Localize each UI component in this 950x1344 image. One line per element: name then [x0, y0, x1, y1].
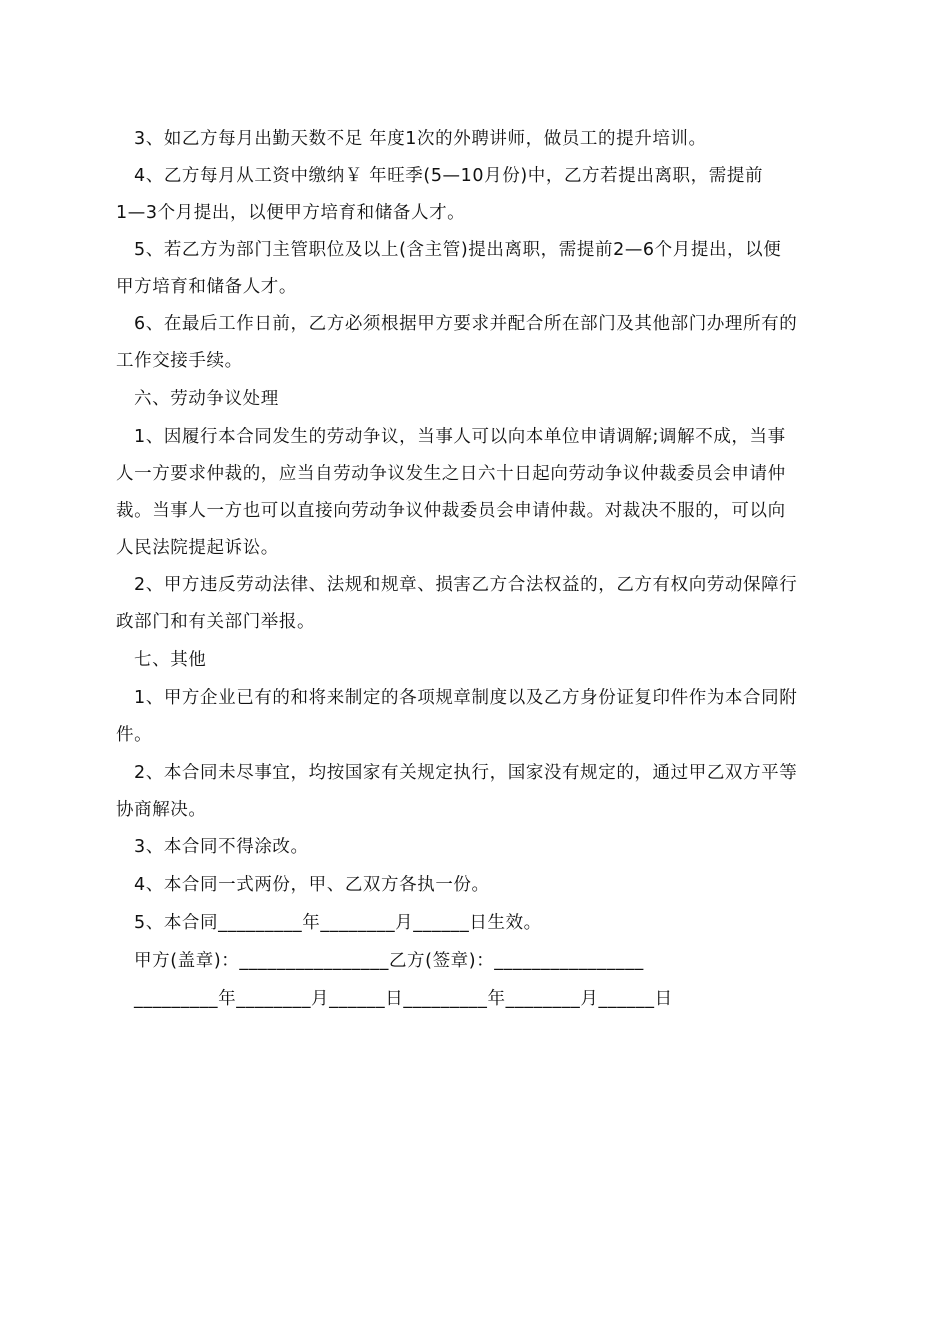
dispute-clause-2: 2、甲方违反劳动法律、法规和规章、损害乙方合法权益的，乙方有权向劳动保障行 [134, 575, 798, 595]
section-heading-labor-dispute: 六、劳动争议处理 [134, 389, 279, 409]
dispute-clause-1-line-2: 人一方要求仲裁的，应当自劳动争议发生之日六十日起向劳动争议仲裁委员会申请仲 [116, 464, 786, 484]
other-clause-1-line-2: 件。 [116, 725, 153, 745]
other-clause-2: 2、本合同未尽事宜，均按国家有关规定执行，国家没有规定的，通过甲乙双方平等 [134, 763, 798, 783]
other-clause-2-line-2: 协商解决。 [116, 800, 207, 820]
other-clause-5-effective-date: 5、本合同_________年________月______日生效。 [134, 913, 542, 933]
dispute-clause-1-line-4: 人民法院提起诉讼。 [116, 538, 279, 558]
other-clause-4: 4、本合同一式两份，甲、乙双方各执一份。 [134, 875, 490, 895]
clause-6-handover: 6、在最后工作日前，乙方必须根据甲方要求并配合所在部门及其他部门办理所有的 [134, 314, 798, 334]
other-clause-3: 3、本合同不得涂改。 [134, 837, 309, 857]
dispute-clause-1: 1、因履行本合同发生的劳动争议，当事人可以向本单位申请调解;调解不成，当事 [134, 427, 786, 447]
dispute-clause-2-line-2: 政部门和有关部门举报。 [116, 612, 316, 632]
other-clause-1: 1、甲方企业已有的和将来制定的各项规章制度以及乙方身份证复印件作为本合同附 [134, 688, 798, 708]
clause-4-continued: 1—3个月提出，以便甲方培育和储备人才。 [116, 203, 466, 223]
signature-line: 甲方(盖章)：________________乙方(签章)：________________ [134, 951, 644, 971]
clause-6-continued: 工作交接手续。 [116, 351, 243, 371]
clause-5-manager-resignation: 5、若乙方为部门主管职位及以上(含主管)提出离职，需提前2—6个月提出，以便 [134, 240, 782, 260]
clause-5-continued: 甲方培育和储备人才。 [116, 277, 297, 297]
dispute-clause-1-line-3: 裁。当事人一方也可以直接向劳动争议仲裁委员会申请仲裁。对裁决不服的，可以向 [116, 501, 786, 521]
clause-4-resignation: 4、乙方每月从工资中缴纳￥ 年旺季(5—10月份)中，乙方若提出离职，需提前 [134, 166, 764, 186]
section-heading-other: 七、其他 [134, 650, 207, 670]
signature-date-line: _________年________月______日_________年________月______日 [134, 989, 673, 1009]
clause-3-trainer: 3、如乙方每月出勤天数不足 年度1次的外聘讲师，做员工的提升培训。 [134, 129, 707, 149]
